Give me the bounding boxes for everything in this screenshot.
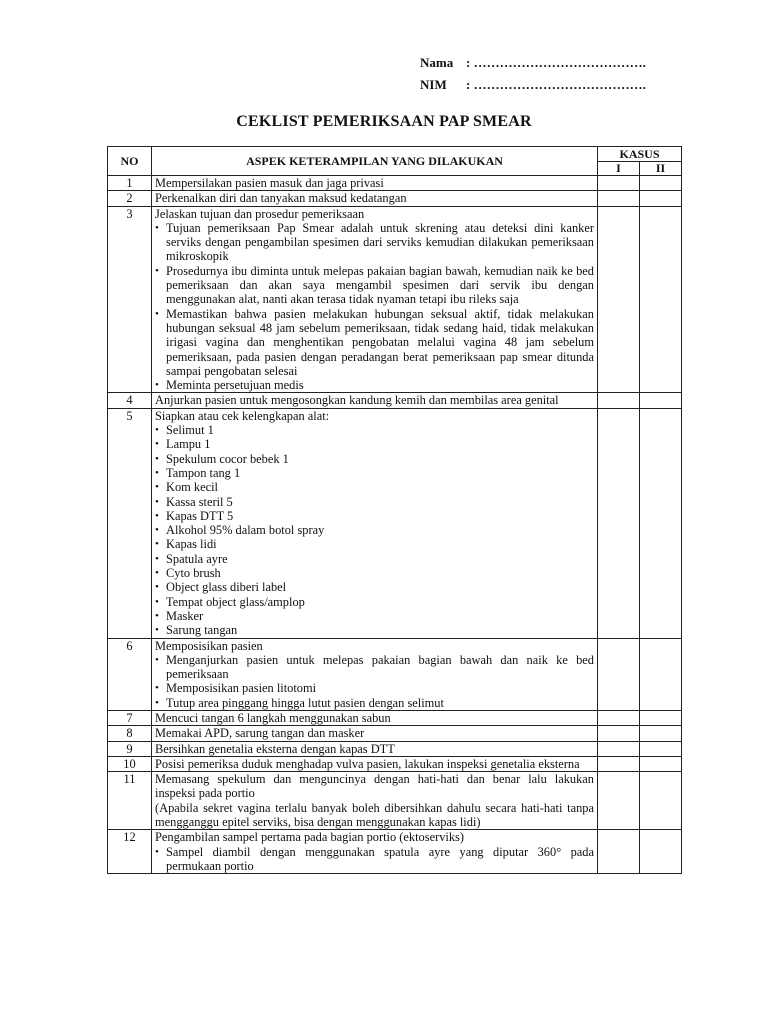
bullet-icon: • [155, 438, 159, 451]
row-aspek [152, 741, 598, 756]
sub-item [155, 221, 594, 264]
sub-item [155, 480, 594, 494]
check-cell-kasus-i[interactable] [598, 206, 640, 393]
sub-item [155, 307, 594, 378]
check-cell-kasus-i[interactable] [598, 756, 640, 771]
sub-item-text: Kassa steril 5 [166, 494, 233, 509]
sub-item-text: Kapas lidi [166, 537, 217, 552]
table-row [108, 710, 682, 725]
sub-item-text: Sarung tangan [166, 623, 238, 638]
sub-item [155, 595, 594, 609]
header-aspek: ASPEK KETERAMPILAN YANG DILAKUKAN [152, 147, 598, 176]
header-kasus: KASUS [598, 147, 682, 162]
sub-item-text: Prosedurnya ibu diminta untuk melepas pakaian bagian bawah, kemudian naik ke bed pemeriksaan dan akan saya mengambil spesimen dari servik ibu dengan menggunakan alat, nanti akan terasa tidak nyaman tetapi ibu rileks saja [166, 263, 594, 307]
bullet-icon: • [155, 495, 159, 508]
sub-item [155, 437, 594, 451]
sub-item-text: Memastikan bahwa pasien melakukan hubungan seksual aktif, tidak melakukan hubungan seksual 48 jam sebelum pemeriksaan, tidak sedang haid, tidak melakukan irigasi vagina dan menghentikan pengobatan melalui vagina 48 jam sebelum pemeriksaan, pada pasien dengan peradangan berat pemeriksaan pap smear ditunda sampai pengobatan selesai [166, 306, 594, 378]
row-number: 2 [108, 191, 152, 206]
row-aspek [152, 638, 598, 710]
sub-item-text: Object glass diberi label [166, 580, 287, 595]
aspek-text: Jelaskan tujuan dan prosedur pemeriksaan [155, 206, 365, 221]
check-cell-kasus-i[interactable] [598, 408, 640, 638]
sub-item-text: Selimut 1 [166, 423, 214, 438]
sub-item-text: Alkohol 95% dalam botol spray [166, 523, 325, 538]
sub-item [155, 523, 594, 537]
row-aspek [152, 206, 598, 393]
table-row [108, 206, 682, 393]
sub-item [155, 537, 594, 551]
sub-item [155, 552, 594, 566]
nama-field[interactable]: : …………………………………. [466, 55, 646, 70]
row-aspek [152, 176, 598, 191]
aspek-text: Anjurkan pasien untuk mengosongkan kandung kemih dan membilas area genital [155, 393, 559, 408]
check-cell-kasus-i[interactable] [598, 726, 640, 741]
nim-field[interactable]: : …………………………………. [466, 77, 646, 92]
sub-item-text: Sampel diambil dengan menggunakan spatula ayre yang diputar 360° pada permukaan portio [166, 844, 594, 873]
sub-item-text: Cyto brush [166, 566, 221, 581]
check-cell-kasus-i[interactable] [598, 710, 640, 725]
nama-label: Nama [420, 55, 454, 70]
bullet-icon: • [155, 424, 159, 437]
sub-item [155, 845, 594, 874]
row-aspek [152, 726, 598, 741]
aspek-text: Siapkan atau cek kelengkapan alat: [155, 408, 330, 423]
bullet-icon: • [155, 653, 159, 666]
bullet-icon: • [155, 221, 159, 234]
table-row [108, 176, 682, 191]
nim-row [420, 74, 646, 96]
bullet-icon: • [155, 509, 159, 522]
row-aspek [152, 756, 598, 771]
header-no: NO [108, 147, 152, 176]
bullet-icon: • [155, 609, 159, 622]
check-cell-kasus-ii[interactable] [640, 710, 682, 725]
checklist-table [107, 146, 682, 874]
sub-item [155, 653, 594, 682]
aspek-note: (Apabila sekret vagina terlalu banyak boleh dibersihkan dahulu secara hati-hati tanpa mengganggu epitel serviks, bisa dengan menggunakan kapas lidi) [155, 800, 594, 830]
check-cell-kasus-ii[interactable] [640, 408, 682, 638]
sub-item [155, 495, 594, 509]
check-cell-kasus-ii[interactable] [640, 191, 682, 206]
bullet-icon: • [155, 466, 159, 479]
row-number: 7 [108, 710, 152, 725]
sub-item-text: Meminta persetujuan medis [166, 378, 304, 393]
table-row [108, 772, 682, 830]
sub-item [155, 696, 594, 710]
check-cell-kasus-ii[interactable] [640, 741, 682, 756]
table-row [108, 191, 682, 206]
sub-item [155, 509, 594, 523]
nama-row [420, 52, 646, 74]
check-cell-kasus-ii[interactable] [640, 393, 682, 408]
row-aspek [152, 710, 598, 725]
check-cell-kasus-i[interactable] [598, 830, 640, 874]
bullet-icon: • [155, 567, 159, 580]
sub-item-text: Spatula ayre [166, 551, 228, 566]
sub-item-text: Tujuan pemeriksaan Pap Smear adalah untuk skrening atau deteksi dini kanker serviks dengan pengambilan spesimen dari serviks kemudian dilakukan pemeriksaan mikroskopik [166, 220, 594, 264]
aspek-text: Mempersilakan pasien masuk dan jaga privasi [155, 176, 384, 190]
sub-item-text: Memposisikan pasien litotomi [166, 681, 317, 696]
sub-item-text: Tampon tang 1 [166, 465, 241, 480]
bullet-icon: • [155, 682, 159, 695]
aspek-text: Memakai APD, sarung tangan dan masker [155, 726, 365, 741]
bullet-icon: • [155, 624, 159, 637]
table-row [108, 408, 682, 638]
table-row [108, 756, 682, 771]
bullet-icon: • [155, 581, 159, 594]
sub-item-text: Kom kecil [166, 480, 218, 495]
check-cell-kasus-ii[interactable] [640, 638, 682, 710]
sub-item [155, 264, 594, 307]
row-number: 6 [108, 638, 152, 710]
sub-item-text: Tutup area pinggang hingga lutut pasien dengan selimut [166, 695, 444, 710]
row-number: 12 [108, 830, 152, 874]
row-aspek [152, 772, 598, 830]
table-row [108, 393, 682, 408]
sub-item-text: Tempat object glass/amplop [166, 594, 305, 609]
bullet-icon: • [155, 307, 159, 320]
row-number: 11 [108, 772, 152, 830]
table-row [108, 830, 682, 874]
check-cell-kasus-ii[interactable] [640, 830, 682, 874]
sub-item-text: Kapas DTT 5 [166, 508, 234, 523]
check-cell-kasus-i[interactable] [598, 741, 640, 756]
check-cell-kasus-i[interactable] [598, 191, 640, 206]
row-number: 3 [108, 206, 152, 393]
table-row [108, 741, 682, 756]
aspek-text: Pengambilan sampel pertama pada bagian portio (ektoserviks) [155, 830, 464, 845]
row-number: 8 [108, 726, 152, 741]
aspek-text: Mencuci tangan 6 langkah menggunakan sabun [155, 710, 391, 725]
check-cell-kasus-i[interactable] [598, 176, 640, 191]
aspek-text: Bersihkan genetalia eksterna dengan kapas DTT [155, 741, 395, 756]
aspek-text: Perkenalkan diri dan tanyakan maksud kedatangan [155, 191, 407, 206]
check-cell-kasus-ii[interactable] [640, 176, 682, 191]
sub-item [155, 423, 594, 437]
sub-item-text: Spekulum cocor bebek 1 [166, 451, 289, 466]
check-cell-kasus-ii[interactable] [640, 756, 682, 771]
row-aspek [152, 830, 598, 874]
bullet-icon: • [155, 481, 159, 494]
sub-item [155, 609, 594, 623]
bullet-icon: • [155, 552, 159, 565]
row-aspek [152, 393, 598, 408]
check-cell-kasus-ii[interactable] [640, 772, 682, 830]
bullet-icon: • [155, 452, 159, 465]
sub-item [155, 466, 594, 480]
bullet-icon: • [155, 379, 159, 392]
check-cell-kasus-i[interactable] [598, 638, 640, 710]
sub-item [155, 378, 594, 392]
bullet-icon: • [155, 538, 159, 551]
row-aspek [152, 191, 598, 206]
sub-item [155, 566, 594, 580]
aspek-text: Posisi pemeriksa duduk menghadap vulva pasien, lakukan inspeksi genetalia eksterna [155, 756, 580, 771]
sub-item-text: Menganjurkan pasien untuk melepas pakaian bagian bawah dan naik ke bed pemeriksaan [166, 652, 594, 682]
header-kasus-ii: II [640, 162, 682, 176]
check-cell-kasus-ii[interactable] [640, 206, 682, 393]
table-row [108, 726, 682, 741]
check-cell-kasus-i[interactable] [598, 393, 640, 408]
row-aspek [152, 408, 598, 638]
row-number: 5 [108, 408, 152, 638]
bullet-icon: • [155, 524, 159, 537]
bullet-icon: • [155, 696, 159, 709]
identity-block [420, 52, 646, 96]
sub-item-text: Lampu 1 [166, 437, 211, 452]
aspek-text: Memposisikan pasien [155, 638, 263, 653]
sub-item [155, 452, 594, 466]
sub-item [155, 623, 594, 637]
bullet-icon: • [155, 845, 159, 858]
nim-label: NIM [420, 77, 447, 92]
aspek-text: Memasang spekulum dan menguncinya dengan hati-hati dan benar lalu lakukan inspeksi pada portio [155, 772, 594, 801]
row-number: 9 [108, 741, 152, 756]
check-cell-kasus-ii[interactable] [640, 726, 682, 741]
table-row [108, 638, 682, 710]
row-number: 4 [108, 393, 152, 408]
header-kasus-i: I [598, 162, 640, 176]
check-cell-kasus-i[interactable] [598, 772, 640, 830]
page-title: CEKLIST PEMERIKSAAN PAP SMEAR [236, 113, 532, 130]
bullet-icon: • [155, 595, 159, 608]
checklist-rows [108, 176, 682, 874]
bullet-icon: • [155, 264, 159, 277]
row-number: 1 [108, 176, 152, 191]
sub-item [155, 681, 594, 695]
row-number: 10 [108, 756, 152, 771]
sub-item-text: Masker [166, 608, 204, 623]
sub-item [155, 580, 594, 594]
